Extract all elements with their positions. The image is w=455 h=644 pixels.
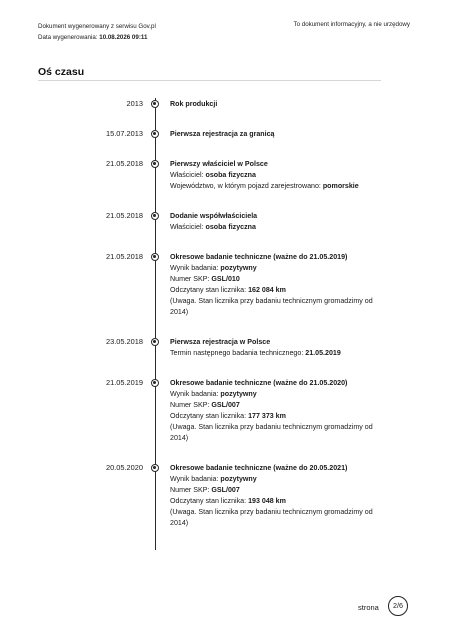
header-left — [38, 21, 156, 43]
generated-label: Data wygenerowania: — [38, 34, 98, 41]
event-date: 2013 — [126, 99, 143, 108]
event-content — [170, 378, 395, 444]
header-source: Dokument wygenerowany z serwisu Gov.pl — [38, 23, 156, 30]
timeline-dot-icon — [151, 212, 159, 220]
event-title: Dodanie współwłaściciela — [170, 212, 258, 220]
timeline-dot-icon — [151, 253, 159, 261]
event-date: 21.05.2018 — [106, 211, 143, 220]
event-detail: Odczytany stan licznika: 162 084 km — [170, 286, 286, 294]
header-generated — [38, 32, 156, 43]
section-title: Oś czasu — [38, 66, 85, 78]
event-title: Rok produkcji — [170, 100, 218, 108]
event-detail: Numer SKP: GSL/007 — [170, 486, 240, 494]
event-date: 21.05.2018 — [106, 159, 143, 168]
timeline-dot-icon — [151, 130, 159, 138]
event-detail: Województwo, w którym pojazd zarejestrowano: pomorskie — [170, 182, 359, 190]
event-content — [170, 211, 395, 233]
generated-value: 10.08.2026 09:11 — [99, 34, 148, 41]
event-detail: Wynik badania: pozytywny — [170, 475, 257, 483]
event-date: 21.05.2019 — [106, 378, 143, 387]
event-detail: Termin następnego badania technicznego: 21.05.2019 — [170, 349, 341, 357]
event-title: Okresowe badanie techniczne (ważne do 20.05.2021) — [170, 464, 348, 472]
event-content — [170, 129, 395, 140]
event-title: Okresowe badanie techniczne (ważne do 21.05.2019) — [170, 253, 348, 261]
event-detail: Odczytany stan licznika: 193 048 km — [170, 497, 286, 505]
event-content — [170, 159, 395, 192]
page-number-badge: 2/6 — [388, 596, 408, 616]
event-note: (Uwaga. Stan licznika przy badaniu technicznym gromadzimy od — [170, 297, 373, 305]
event-content — [170, 252, 395, 318]
event-date: 20.05.2020 — [106, 463, 143, 472]
event-title: Pierwszy właściciel w Polsce — [170, 160, 268, 168]
event-title: Pierwsza rejestracja za granicą — [170, 130, 275, 138]
event-detail: Wynik badania: pozytywny — [170, 264, 257, 272]
event-content — [170, 337, 395, 359]
event-detail: Numer SKP: GSL/007 — [170, 401, 240, 409]
timeline-dot-icon — [151, 338, 159, 346]
event-note: 2014) — [170, 434, 189, 442]
event-detail: Właściciel: osoba fizyczna — [170, 223, 256, 231]
event-note: (Uwaga. Stan licznika przy badaniu technicznym gromadzimy od — [170, 423, 373, 431]
event-content — [170, 99, 395, 110]
event-note: (Uwaga. Stan licznika przy badaniu technicznym gromadzimy od — [170, 508, 373, 516]
event-title: Okresowe badanie techniczne (ważne do 21.05.2020) — [170, 379, 348, 387]
event-date: 21.05.2018 — [106, 252, 143, 261]
timeline-dot-icon — [151, 464, 159, 472]
event-note: 2014) — [170, 519, 189, 527]
event-content — [170, 463, 395, 529]
event-title: Pierwsza rejestracja w Polsce — [170, 338, 271, 346]
event-detail: Numer SKP: GSL/010 — [170, 275, 240, 283]
section-divider — [38, 80, 381, 81]
timeline-dot-icon — [151, 379, 159, 387]
event-date: 15.07.2013 — [106, 129, 143, 138]
event-detail: Właściciel: osoba fizyczna — [170, 171, 256, 179]
footer-page-label: strona — [358, 603, 379, 612]
event-detail: Odczytany stan licznika: 177 373 km — [170, 412, 286, 420]
event-note: 2014) — [170, 308, 189, 316]
timeline-dot-icon — [151, 160, 159, 168]
header-disclaimer: To dokument informacyjny, a nie urzędowy — [293, 21, 410, 28]
event-detail: Wynik badania: pozytywny — [170, 390, 257, 398]
event-date: 23.05.2018 — [106, 337, 143, 346]
timeline-dot-icon — [151, 100, 159, 108]
